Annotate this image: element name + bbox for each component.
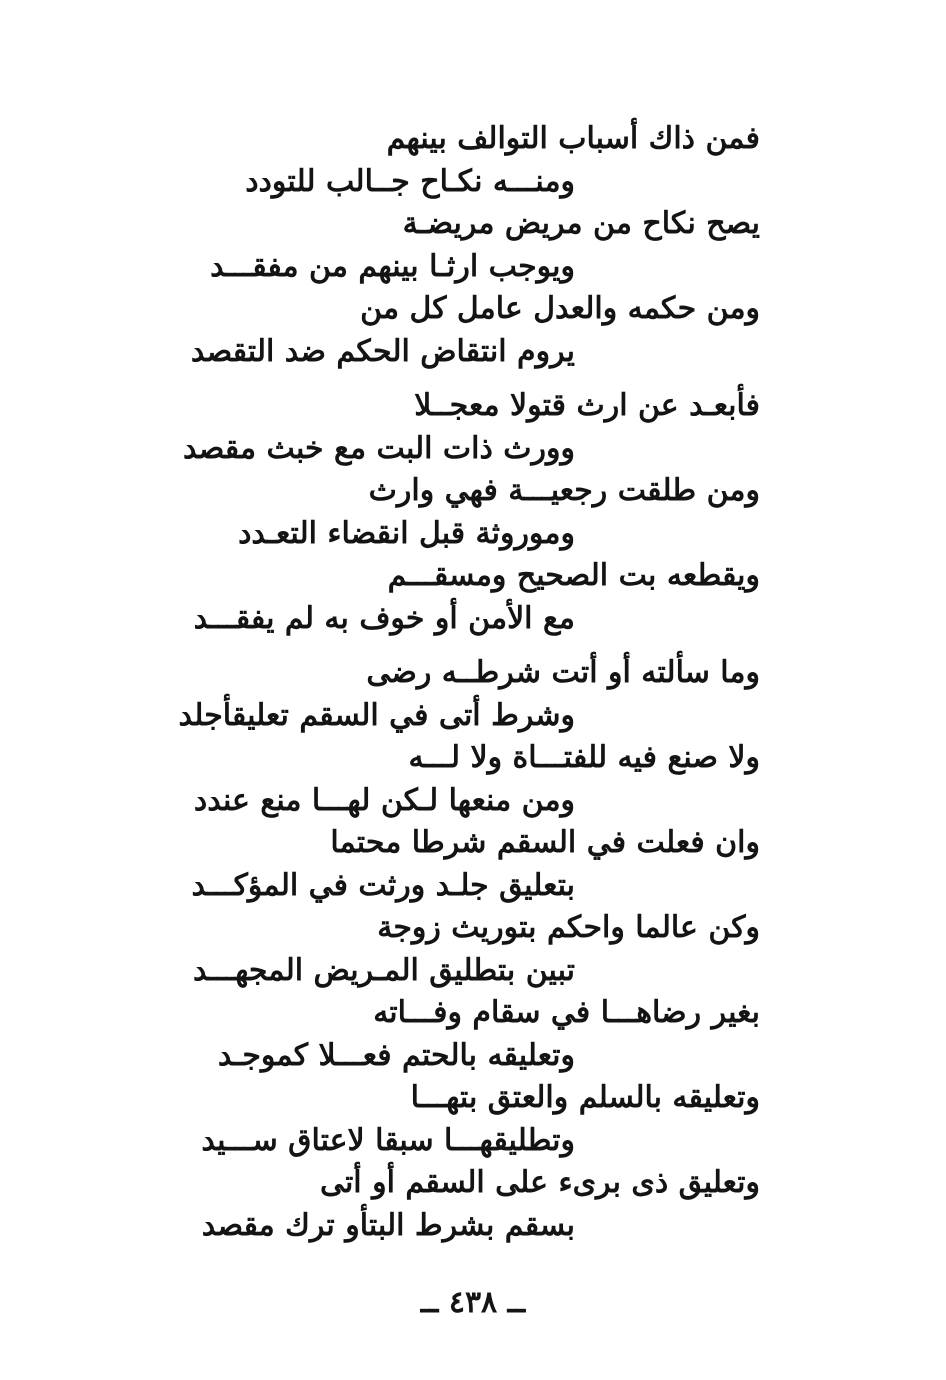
verse-line-2: ومنـــه نكـاح جــالب للتودد: [245, 163, 575, 199]
verse-line-17: وان فعلت في السقم شرطا محتما: [330, 825, 760, 860]
verse-line-9: ومن طلقت رجعيـــة فهي وارث: [368, 473, 760, 508]
poem-block: [140, 118, 760, 1247]
verse-line-8: وورث ذات البت مع خبث مقصد: [183, 430, 575, 466]
verse-line-26: بسقم بشرط البتأو ترك مقصد: [201, 1207, 575, 1243]
verse-line-22: وتعليقه بالحتم فعـــلا كموجـد: [217, 1037, 575, 1073]
verse-line-24: وتطليقهـــا سبقا لاعتاق ســـيد: [201, 1122, 575, 1158]
verse-line-6: يروم انتقاض الحكم ضد التقصد: [190, 333, 575, 369]
verse-line-21: بغير رضاهـــا في سقام وفـــاته: [373, 995, 760, 1030]
verse-line-4: ويوجب ارثـا بينهم من مفقـــد: [210, 248, 575, 284]
verse-line-11: ويقطعه بت الصحيح ومسقـــم: [387, 558, 760, 593]
verse-line-13: وما سألته أو أتت شرطــه رضى: [366, 655, 760, 690]
verse-line-15: ولا صنع فيه للفتـــاة ولا لـــه: [408, 740, 760, 775]
verse-line-10: وموروثة قبل انقضاء التعـدد: [238, 515, 575, 551]
verse-line-16: ومن منعها لـكن لهـــا منع عندد: [193, 782, 575, 818]
stanza-gap: [140, 373, 760, 385]
verse-line-25: وتعليق ذى برىء على السقم أو أتى: [319, 1165, 760, 1200]
verse-line-23: وتعليقه بالسلم والعتق بتهـــا: [410, 1080, 760, 1115]
verse-line-5: ومن حكمه والعدل عامل كل من: [360, 291, 760, 326]
page-number: ــ ٤٣٨ ــ: [420, 1285, 526, 1320]
verse-line-14: وشرط أتى في السقم تعليقأجلد: [178, 697, 575, 733]
verse-line-19: وكن عالما واحكم بتوريث زوجة: [377, 910, 760, 945]
stanza-gap: [140, 640, 760, 652]
verse-line-7: فأبعـد عن ارث قتولا معجــلا: [414, 388, 760, 423]
verse-line-3: يصح نكاح من مريض مريضـة: [402, 206, 760, 241]
verse-line-1: فمن ذاك أسباب التوالف بينهم: [386, 121, 760, 156]
verse-line-18: بتعليق جلـد ورثت في المؤكـــد: [191, 867, 575, 903]
verse-line-12: مع الأمن أو خوف به لم يفقـــد: [193, 600, 575, 636]
verse-line-20: تبين بتطليق المـريض المجهـــد: [192, 952, 575, 988]
